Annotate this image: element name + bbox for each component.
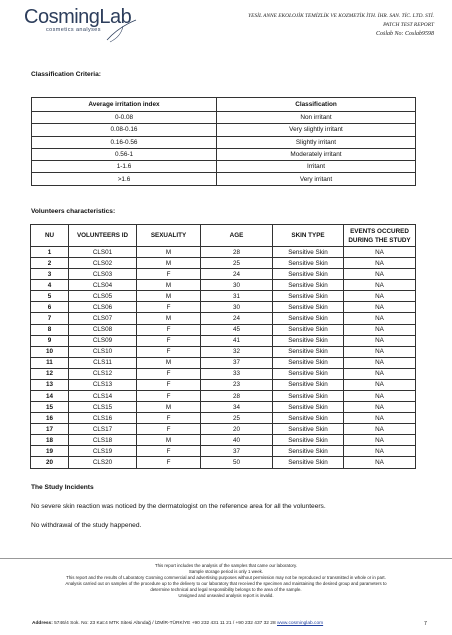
nu-cell: 19 [31,446,69,457]
age-cell: 25 [201,413,273,424]
classification-cell: Non irritant [217,112,416,124]
skin-type-cell: Sensitive Skin [273,302,344,313]
sexuality-cell: F [137,379,201,390]
events-cell: NA [344,313,416,324]
skin-type-cell: Sensitive Skin [273,269,344,280]
age-cell: 40 [201,435,273,446]
nu-cell: 7 [31,313,69,324]
column-header: EVENTS OCCURED DURING THE STUDY [344,225,416,247]
volunteer-id-cell: CLS01 [69,247,137,258]
skin-type-cell: Sensitive Skin [273,313,344,324]
skin-type-cell: Sensitive Skin [273,402,344,413]
incidents-heading: The Study Incidents [31,484,94,491]
volunteer-id-cell: CLS05 [69,291,137,302]
footer-note: Unsigned and unsealed analysis report is invalid. [178,593,274,598]
age-cell: 30 [201,302,273,313]
table-row [32,124,416,136]
volunteer-id-cell: CLS04 [69,280,137,291]
address-label: Address: [32,621,53,626]
age-cell: 45 [201,324,273,335]
table-row [31,302,416,313]
criteria-heading: Classification Criteria: [31,71,101,78]
volunteer-id-cell: CLS17 [69,424,137,435]
irritation-index-cell: 0-0.08 [32,112,217,124]
events-cell: NA [344,269,416,280]
age-cell: 24 [201,313,273,324]
logo-text: CosmingLab [24,6,132,28]
irritation-index-cell: 0.08-0.16 [32,124,217,136]
sexuality-cell: F [137,424,201,435]
volunteer-id-cell: CLS12 [69,368,137,379]
skin-type-cell: Sensitive Skin [273,258,344,269]
classification-cell: Very irritant [217,173,416,185]
skin-type-cell: Sensitive Skin [273,335,344,346]
events-cell: NA [344,335,416,346]
table-row [31,335,416,346]
volunteer-id-cell: CLS03 [69,269,137,280]
nu-cell: 18 [31,435,69,446]
table-row [31,424,416,435]
table-header-row [31,225,416,247]
skin-type-cell: Sensitive Skin [273,435,344,446]
nu-cell: 5 [31,291,69,302]
skin-type-cell: Sensitive Skin [273,280,344,291]
age-cell: 20 [201,424,273,435]
nu-cell: 10 [31,346,69,357]
sexuality-cell: F [137,457,201,468]
skin-type-cell: Sensitive Skin [273,247,344,258]
nu-cell: 2 [31,258,69,269]
age-cell: 50 [201,457,273,468]
events-cell: NA [344,302,416,313]
irritation-index-cell: >1.6 [32,173,217,185]
irritation-index-cell: 0.56-1 [32,148,217,160]
footer-note: Sample storage period is only 1 week. [188,569,264,574]
footer-note: Analysis carried out on samples of the procedure up to the delivery to our laboratory that received the specimen and maintaining the desired group and parameters to [65,581,387,586]
sexuality-cell: M [137,247,201,258]
footer-note: This report and the results of Laboratory Cosming commercial and advertising purposes without permission may not be reproduced or transmitted in whole or in part. [66,575,386,580]
criteria-table [31,97,416,186]
sexuality-cell: M [137,402,201,413]
events-cell: NA [344,379,416,390]
events-cell: NA [344,357,416,368]
sexuality-cell: M [137,435,201,446]
table-row [31,346,416,357]
volunteer-id-cell: CLS02 [69,258,137,269]
nu-cell: 20 [31,457,69,468]
column-header: AGE [201,225,273,247]
classification-cell: Irritant [217,161,416,173]
volunteer-id-cell: CLS14 [69,391,137,402]
table-row [32,161,416,173]
age-cell: 30 [201,280,273,291]
footer-address [32,621,323,626]
age-cell: 28 [201,391,273,402]
table-row [31,269,416,280]
volunteer-id-cell: CLS20 [69,457,137,468]
report-type: PATCH TEST REPORT [383,22,434,28]
sexuality-cell: M [137,357,201,368]
age-cell: 32 [201,346,273,357]
age-cell: 33 [201,368,273,379]
volunteer-id-cell: CLS07 [69,313,137,324]
table-row [32,148,416,160]
events-cell: NA [344,280,416,291]
nu-cell: 11 [31,357,69,368]
nu-cell: 4 [31,280,69,291]
address-text: 5746/4 Sok. No: 23 Kat:4 MTK Sitesi Altındağ / İZMİR-TÜRKİYE +90 232 431 11 21 / +90 232 437 32 28 [54,621,276,626]
sexuality-cell: M [137,291,201,302]
sexuality-cell: F [137,368,201,379]
volunteer-id-cell: CLS10 [69,346,137,357]
table-row [31,313,416,324]
column-header: SKIN TYPE [273,225,344,247]
skin-type-cell: Sensitive Skin [273,413,344,424]
age-cell: 31 [201,291,273,302]
classification-cell: Slightly irritant [217,136,416,148]
nu-cell: 12 [31,368,69,379]
sexuality-cell: F [137,302,201,313]
volunteer-id-cell: CLS08 [69,324,137,335]
volunteer-id-cell: CLS09 [69,335,137,346]
events-cell: NA [344,446,416,457]
skin-type-cell: Sensitive Skin [273,424,344,435]
volunteer-id-cell: CLS11 [69,357,137,368]
age-cell: 37 [201,357,273,368]
events-cell: NA [344,368,416,379]
nu-cell: 1 [31,247,69,258]
age-cell: 41 [201,335,273,346]
table-row [32,112,416,124]
age-cell: 34 [201,402,273,413]
events-cell: NA [344,413,416,424]
table-row [31,413,416,424]
events-cell: NA [344,346,416,357]
table-row [31,457,416,468]
sexuality-cell: F [137,446,201,457]
website-link[interactable]: www.cosminglab.com [276,621,324,626]
events-cell: NA [344,258,416,269]
column-header: Average irritation index [32,98,217,112]
sexuality-cell: M [137,258,201,269]
report-header-info [176,12,434,39]
skin-type-cell: Sensitive Skin [273,357,344,368]
volunteer-id-cell: CLS18 [69,435,137,446]
nu-cell: 16 [31,413,69,424]
events-cell: NA [344,402,416,413]
skin-type-cell: Sensitive Skin [273,291,344,302]
volunteer-id-cell: CLS15 [69,402,137,413]
nu-cell: 13 [31,379,69,390]
volunteer-id-cell: CLS06 [69,302,137,313]
age-cell: 23 [201,379,273,390]
age-cell: 25 [201,258,273,269]
withdrawal-text: No withdrawal of the study happened. [31,522,142,529]
nu-cell: 3 [31,269,69,280]
table-row [32,136,416,148]
irritation-index-cell: 1-1.6 [32,161,217,173]
nu-cell: 6 [31,302,69,313]
report-number: Coṡlab No: Coslab9598 [375,31,434,37]
irritation-index-cell: 0.16-0.56 [32,136,217,148]
skin-type-cell: Sensitive Skin [273,446,344,457]
age-cell: 28 [201,247,273,258]
sexuality-cell: M [137,313,201,324]
events-cell: NA [344,247,416,258]
page-number: 7 [424,621,427,627]
table-row [31,258,416,269]
skin-type-cell: Sensitive Skin [273,391,344,402]
skin-type-cell: Sensitive Skin [273,324,344,335]
column-header: NU [31,225,69,247]
events-cell: NA [344,424,416,435]
footer-note: determine technical and legal responsibility belongs to the area of the sample. [150,587,302,592]
sexuality-cell: F [137,269,201,280]
sexuality-cell: M [137,280,201,291]
sexuality-cell: F [137,324,201,335]
volunteers-table [30,224,416,469]
table-row [31,379,416,390]
table-row [31,435,416,446]
table-header-row [32,98,416,112]
sexuality-cell: F [137,413,201,424]
footer-notes [14,563,438,599]
skin-type-cell: Sensitive Skin [273,368,344,379]
events-cell: NA [344,457,416,468]
volunteer-id-cell: CLS13 [69,379,137,390]
logo-subtitle: cosmetics analyses [46,27,101,33]
footer-divider [0,558,452,559]
table-row [31,247,416,258]
table-row [31,402,416,413]
sexuality-cell: F [137,346,201,357]
company-name: YESİL ANNE EKOLOJİK TEMİZLİK VE KOZMETİK İTH. İHR. SAN. TİC. LTD. STİ. [248,13,434,19]
incident-text: No severe skin reaction was noticed by the dermatologist on the reference area for all the volunteers. [31,503,326,510]
nu-cell: 14 [31,391,69,402]
table-row [32,173,416,185]
table-row [31,391,416,402]
age-cell: 24 [201,269,273,280]
table-row [31,446,416,457]
classification-cell: Very slightly irritant [217,124,416,136]
sexuality-cell: F [137,391,201,402]
logo-swoosh-icon [104,18,138,44]
events-cell: NA [344,324,416,335]
age-cell: 37 [201,446,273,457]
sexuality-cell: F [137,335,201,346]
column-header: VOLUNTEERS ID [69,225,137,247]
footer-note: This report includes the analysis of the samples that came our laboratory. [154,563,298,568]
volunteer-id-cell: CLS16 [69,413,137,424]
nu-cell: 15 [31,402,69,413]
nu-cell: 17 [31,424,69,435]
table-row [31,357,416,368]
column-header: SEXUALITY [137,225,201,247]
events-cell: NA [344,291,416,302]
nu-cell: 9 [31,335,69,346]
skin-type-cell: Sensitive Skin [273,346,344,357]
volunteer-id-cell: CLS19 [69,446,137,457]
table-row [31,280,416,291]
table-row [31,324,416,335]
events-cell: NA [344,435,416,446]
volunteers-heading: Volunteers characteristics: [31,208,116,215]
table-row [31,291,416,302]
table-row [31,368,416,379]
column-header: Classification [217,98,416,112]
classification-cell: Moderately irritant [217,148,416,160]
events-cell: NA [344,391,416,402]
nu-cell: 8 [31,324,69,335]
skin-type-cell: Sensitive Skin [273,457,344,468]
skin-type-cell: Sensitive Skin [273,379,344,390]
